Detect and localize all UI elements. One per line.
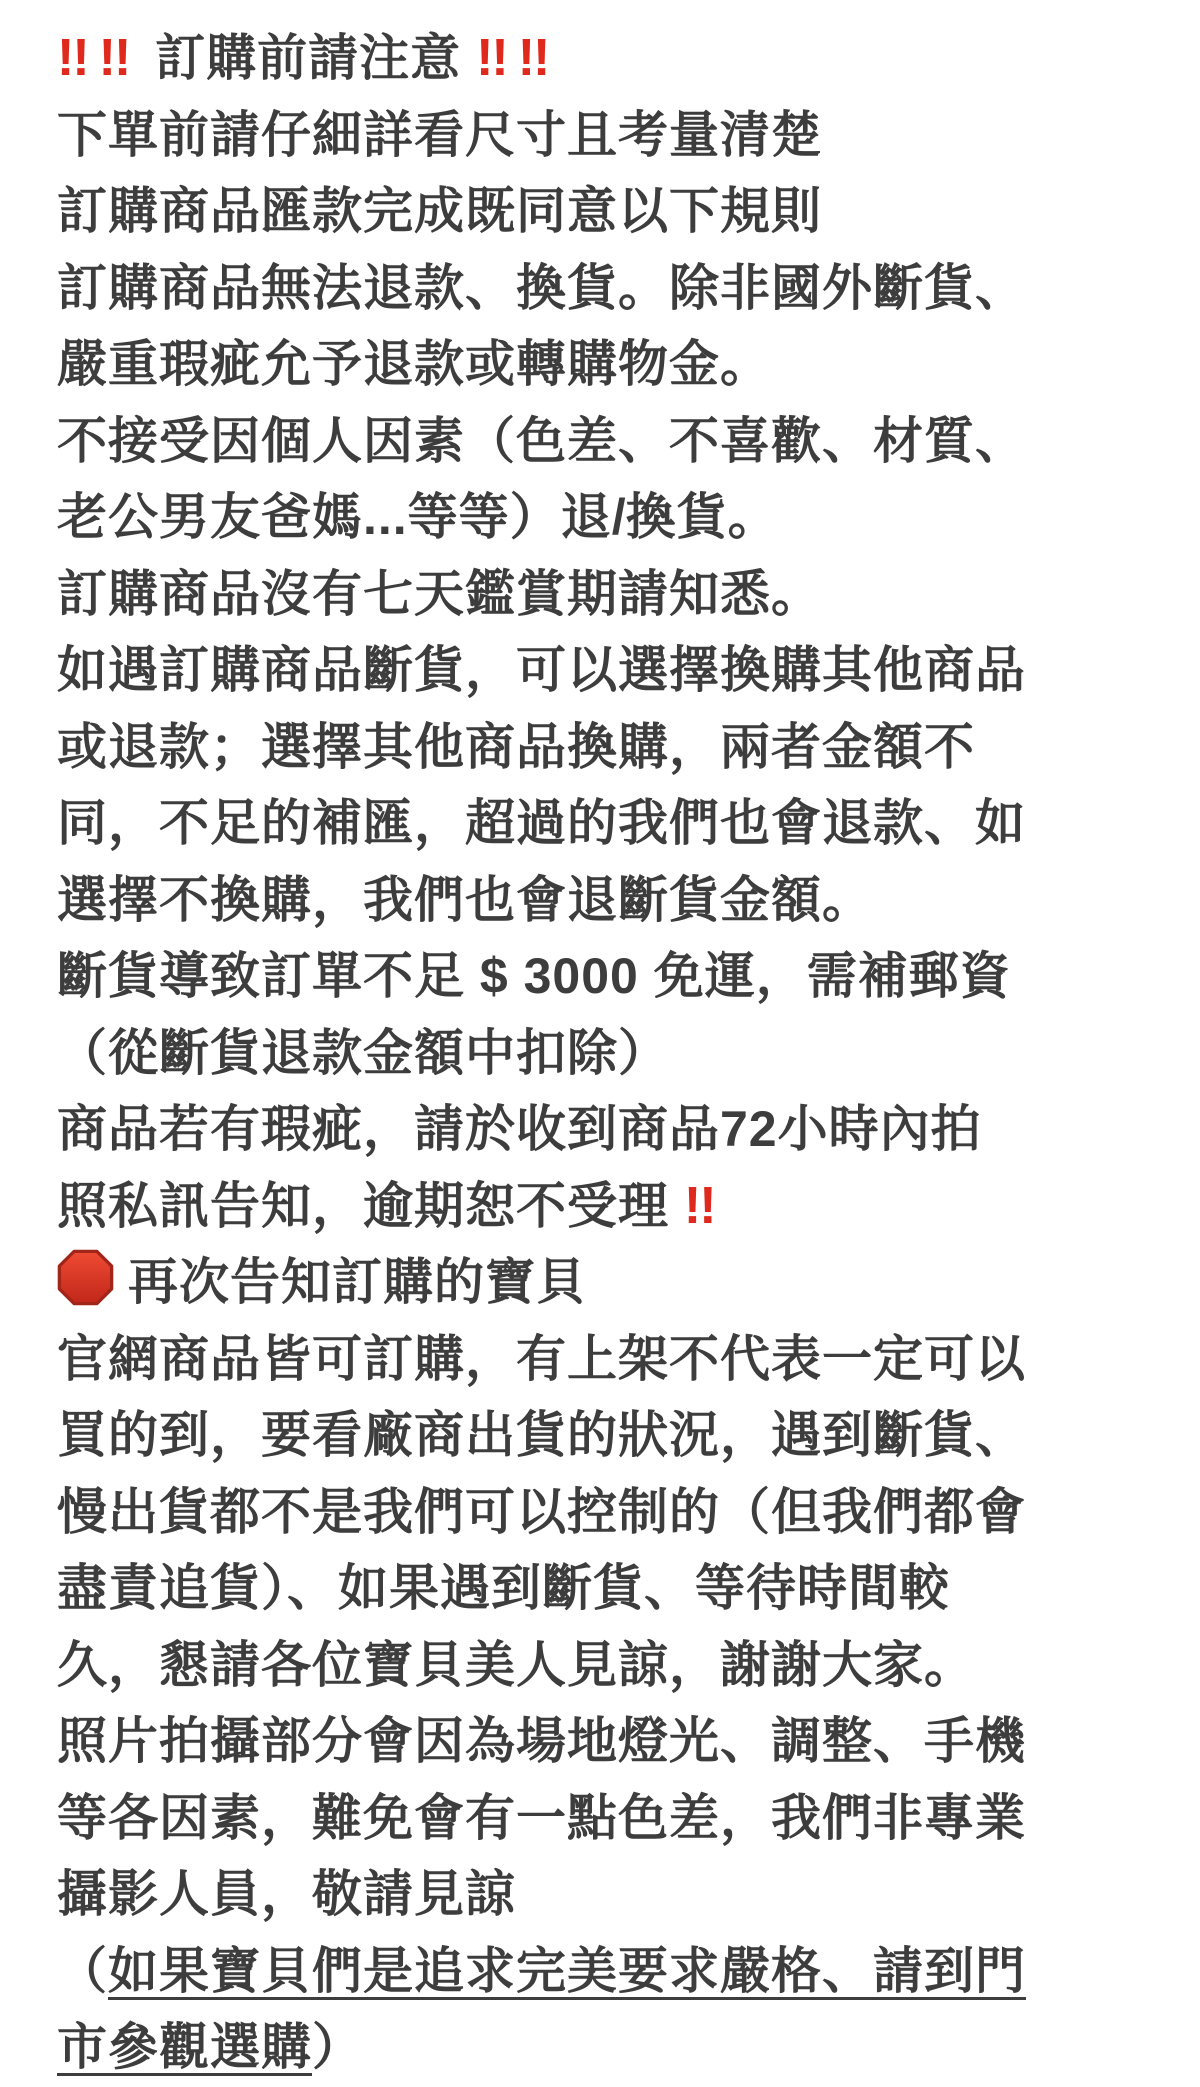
text-segment: 等各因素，難免會有一點色差，我們非專業	[57, 1789, 1026, 1846]
text-segment: 訂購商品沒有七天鑑賞期請知悉。	[57, 565, 822, 622]
text-line	[57, 479, 1160, 556]
text-line	[57, 250, 1160, 327]
underlined-text-segment: 如果寶貝們是追求完美要求嚴格、請到門	[108, 1942, 1026, 1999]
text-segment: 訂購商品無法退款、換貨。除非國外斷貨、	[57, 259, 1026, 316]
text-segment: （從斷貨退款金額中扣除）	[57, 1024, 669, 1081]
text-line	[57, 785, 1160, 862]
text-segment: 訂購前請注意	[140, 30, 477, 86]
text-line	[57, 97, 1160, 174]
text-segment: 同，不足的補匯，超過的我們也會退款、如	[57, 795, 1026, 851]
text-line	[57, 1856, 1160, 1933]
text-line	[57, 1703, 1160, 1780]
text-segment: 再次告知訂購的寶貝	[128, 1254, 587, 1310]
text-line	[57, 1780, 1160, 1857]
double-exclamation-icon: !!	[476, 29, 507, 87]
notice-body	[57, 20, 1160, 2086]
text-segment: 老公男友爸媽...等等）退	[57, 489, 612, 545]
text-segment: 訂購商品匯款完成既同意以下規則	[57, 183, 822, 239]
text-segment: 不接受因個人因素（色差、不喜歡、材質、	[57, 412, 1026, 469]
double-exclamation-icon: !!	[57, 29, 88, 87]
underlined-text-segment: 市參觀選購	[57, 2019, 312, 2075]
text-segment: 久，懇請各位寶貝美人見諒，謝謝大家。	[57, 1636, 975, 1693]
text-segment: 或退款；選擇其他商品換購，兩者金額不	[57, 718, 975, 775]
text-segment: 斷貨導致訂單不足 $ 3000 免運，需補郵資	[57, 948, 1011, 1004]
text-segment: 攝影人員，敬請見諒	[57, 1866, 516, 1922]
text-segment: 下單前請仔細詳看尺寸且考量清楚	[57, 106, 822, 163]
text-line	[57, 862, 1160, 939]
text-segment: 商品若有瑕疵，請於收到商品72小時內拍	[57, 1101, 982, 1157]
text-segment: 慢出貨都不是我們可以控制的（但我們都會	[57, 1483, 1026, 1540]
text-segment: 買的到，要看廠商出貨的狀況，遇到斷貨、	[57, 1407, 1026, 1463]
text-line	[57, 1168, 1160, 1245]
text-line	[57, 1321, 1160, 1398]
text-segment: 盡責追貨）、如果遇到斷貨、等待時間較	[57, 1560, 950, 1616]
text-line	[57, 709, 1160, 786]
stop-sign-icon	[57, 1249, 114, 1306]
text-line	[57, 1474, 1160, 1551]
text-line	[57, 2009, 1160, 2086]
text-line	[57, 1015, 1160, 1092]
text-line	[57, 1244, 1160, 1321]
text-line	[57, 1091, 1160, 1168]
text-segment: 如遇訂購商品斷貨，可以選擇換購其他商品	[57, 642, 1026, 698]
double-exclamation-icon: !!	[517, 29, 549, 87]
text-segment: 選擇不換購，我們也會退斷貨金額。	[57, 871, 873, 928]
double-exclamation-icon: !!	[98, 29, 130, 87]
text-segment: 官網商品皆可訂購，有上架不代表一定可以	[57, 1330, 1026, 1387]
text-segment: 照片拍攝部分會因為場地燈光、調整、手機	[57, 1713, 1026, 1769]
text-segment: （	[57, 1942, 108, 1999]
text-segment: 照私訊告知，逾期恕不受理	[57, 1177, 684, 1234]
text-line	[57, 632, 1160, 709]
text-line	[57, 1397, 1160, 1474]
text-line	[57, 326, 1160, 403]
text-line	[57, 1933, 1160, 2010]
notice-title	[57, 20, 1160, 97]
text-segment: 換貨。	[625, 489, 779, 545]
bold-slash: /	[611, 489, 626, 545]
text-line	[57, 938, 1160, 1015]
double-exclamation-icon: !!	[683, 1176, 715, 1235]
text-segment: ）	[312, 2019, 363, 2075]
text-line	[57, 556, 1160, 633]
text-line	[57, 1627, 1160, 1704]
text-line	[57, 1550, 1160, 1627]
text-line	[57, 173, 1160, 250]
text-line	[57, 403, 1160, 480]
text-segment: 嚴重瑕疵允予退款或轉購物金。	[57, 336, 771, 392]
